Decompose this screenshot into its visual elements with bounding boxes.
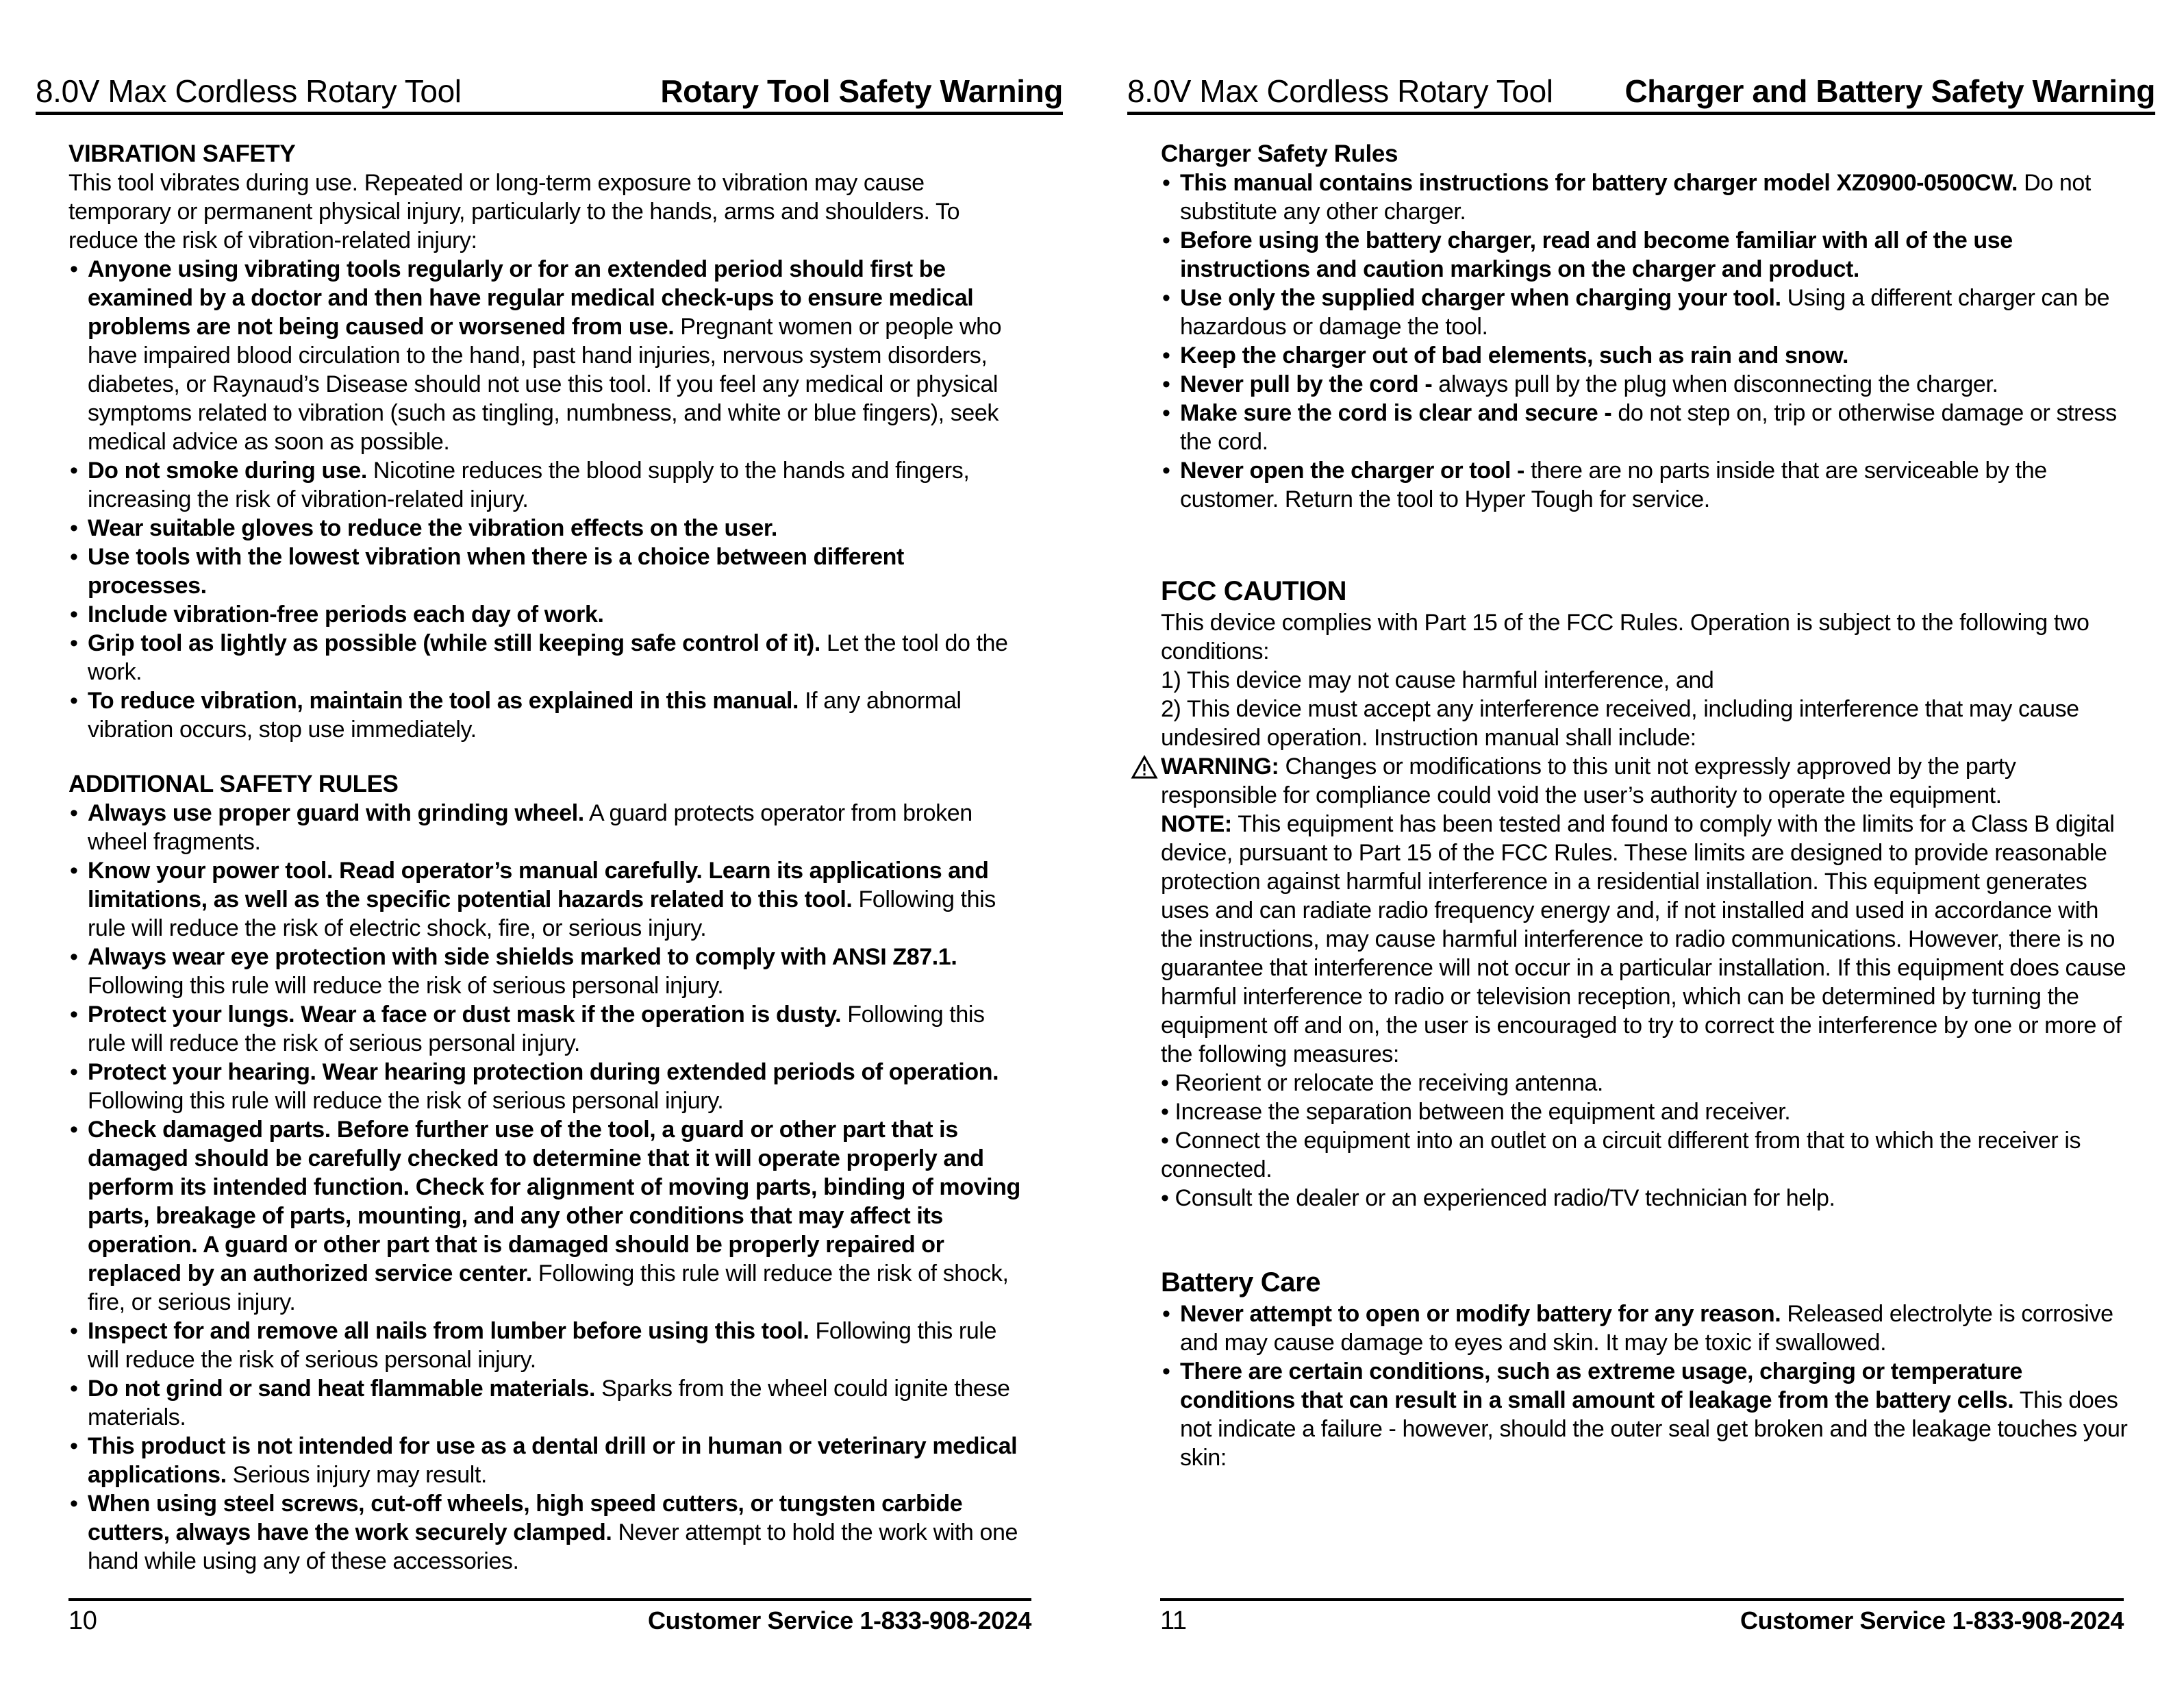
safety-bullet-item — [68, 543, 1024, 600]
bullet-marker-icon: • — [1162, 227, 1170, 253]
section-fcc-caution — [1161, 574, 2128, 1213]
section-heading: VIBRATION SAFETY — [68, 140, 296, 167]
product-name: 8.0V Max Cordless Rotary Tool — [1127, 73, 1553, 109]
bullet-marker-icon: • — [1162, 285, 1170, 311]
safety-bullet-item — [1161, 341, 2128, 370]
bullet-marker-icon: • — [70, 458, 78, 484]
header-rule — [36, 112, 1063, 115]
bullet-marker-icon: • — [70, 1433, 78, 1459]
bullet-marker-icon: • — [1162, 343, 1170, 369]
bullet-marker-icon: • — [70, 1117, 78, 1143]
safety-bullet-item — [68, 600, 1024, 629]
safety-bullet-item: • Do not smoke during use. Nicotine reduces the blood supply to the hands and fingers, increasing the risk of vibration-related injury. — [70, 458, 970, 512]
header-rule — [1127, 112, 2155, 115]
safety-bullet-item: • Always use proper guard with grinding wheel. A guard protects operator from broken wheel fragments. — [70, 800, 972, 855]
bullet-marker-icon: • — [70, 688, 78, 714]
safety-bullet-item: • Never open the charger or tool - there are no parts inside that are serviceable by the customer. Return the tool to Hyper Tough for service. — [1162, 458, 2047, 512]
bullet-bold-text: Do not grind or sand heat flammable materials. — [88, 1376, 596, 1402]
safety-bullet-item: • Protect your lungs. Wear a face or dust mask if the operation is dusty. Following this rule will reduce the risk of serious personal injury. — [70, 1002, 985, 1056]
page-body — [1161, 140, 2128, 1472]
bullet-marker-icon: • — [70, 800, 78, 826]
bullet-bold-text: Know your power tool. Read operator’s manual carefully. Learn its applications and limitations, as well as the specific potential hazards related to this tool. — [88, 858, 989, 912]
customer-service-line: Customer Service 1-833-908-2024 — [648, 1606, 1031, 1635]
bullet-marker-icon: • — [70, 1318, 78, 1344]
bullet-marker-icon: • — [70, 630, 78, 656]
bullet-bold-text: Always use proper guard with grinding wheel. — [88, 800, 584, 826]
bullet-bold-text: Use tools with the lowest vibration when there is a choice between different processes. — [88, 544, 904, 599]
bullet-marker-icon: • — [1162, 371, 1170, 397]
safety-bullet-item: • There are certain conditions, such as extreme usage, charging or temperature conditions that can result in a small amount of leakage from the battery cells. This does not indicate a failure - however, should the outer seal get broken and the leakage touches your skin: — [1162, 1358, 2128, 1471]
bullet-marker-icon: • — [70, 544, 78, 570]
bullet-marker-icon: • — [70, 1059, 78, 1085]
bullet-bold-text: There are certain conditions, such as extreme usage, charging or temperature conditions that can result in a small amount of leakage from the battery cells. — [1180, 1358, 2022, 1413]
footer-rule — [1160, 1598, 2124, 1601]
bullet-bold-text: Never open the charger or tool - — [1180, 458, 1524, 484]
bullet-bold-text: This product is not intended for use as a dental drill or in human or veterinary medical applications. — [88, 1433, 1018, 1488]
bullet-bold-text: Keep the charger out of bad elements, such as rain and snow. — [1180, 343, 1849, 369]
bullet-marker-icon: • — [1162, 400, 1170, 426]
bullet-bold-text: When using steel screws, cut-off wheels, high speed cutters, or tungsten carbide cutters, always have the work securely clamped. — [88, 1491, 963, 1545]
bullet-bold-text: Anyone using vibrating tools regularly or for an extended period should first be examined by a doctor and then have regular medical check-ups to ensure medical problems are not being caused or worsened from use. — [88, 256, 974, 340]
bullet-bold-text: Include vibration-free periods each day of work. — [88, 601, 604, 627]
vibration-bullet-list — [68, 255, 1024, 744]
warning-paragraph: WARNING: Changes or modifications to this unit not expressly approved by the party responsible for compliance could void the user’s authority to operate the equipment. — [1161, 752, 2128, 810]
section-additional-safety-rules — [68, 770, 1024, 1576]
safety-bullet-item: • Always wear eye protection with side shields marked to comply with ANSI Z87.1. Following this rule will reduce the risk of serious personal injury. — [70, 944, 957, 999]
page-title: Rotary Tool Safety Warning — [660, 73, 1063, 109]
bullet-bold-text: Protect your hearing. Wear hearing protection during extended periods of operation. — [88, 1059, 999, 1085]
safety-bullet-item: • Know your power tool. Read operator’s manual carefully. Learn its applications and limitations, as well as the specific potential hazards related to this tool. Following this rule will reduce the risk of electric shock, fire, or serious injury. — [70, 858, 996, 941]
fcc-paragraphs — [1161, 608, 2128, 1213]
safety-bullet-item: • This product is not intended for use as a dental drill or in human or veterinary medical applications. Serious injury may result. — [70, 1433, 1018, 1488]
page-number: 11 — [1160, 1606, 1187, 1635]
page-number: 10 — [68, 1606, 97, 1635]
safety-bullet-item: • Never pull by the cord - always pull by the plug when disconnecting the charger. — [1162, 371, 1998, 397]
battery-bullet-list — [1161, 1300, 2128, 1472]
safety-bullet-item — [68, 514, 1024, 543]
bullet-bold-text: This manual contains instructions for battery charger model XZ0900-0500CW. — [1180, 170, 2018, 196]
charger-bullet-list — [1161, 169, 2128, 514]
bullet-marker-icon: • — [1162, 170, 1170, 196]
bullet-marker-icon: • — [70, 858, 78, 884]
section-heading: ADDITIONAL SAFETY RULES — [68, 771, 399, 797]
section-charger-safety-rules — [1161, 140, 2128, 514]
bullet-marker-icon: • — [70, 601, 78, 627]
fcc-measure-bullet: • Reorient or relocate the receiving antenna. — [1161, 1070, 1603, 1096]
safety-bullet-item: • Do not grind or sand heat flammable materials. Sparks from the wheel could ignite these materials. — [70, 1376, 1010, 1430]
safety-bullet-item: • To reduce vibration, maintain the tool as explained in this manual. If any abnormal vibration occurs, stop use immediately. — [70, 688, 962, 743]
safety-bullet-item: • Never attempt to open or modify battery for any reason. Released electrolyte is corrosive and may cause damage to eyes and skin. It may be toxic if swallowed. — [1162, 1301, 2113, 1356]
bullet-marker-icon: • — [1162, 1358, 1170, 1384]
safety-bullet-item: • When using steel screws, cut-off wheels, high speed cutters, or tungsten carbide cutters, always have the work securely clamped. Never attempt to hold the work with one hand while using any of these accessories. — [70, 1491, 1018, 1574]
page-11 — [1092, 0, 2184, 1690]
fcc-paragraph: This device complies with Part 15 of the FCC Rules. Operation is subject to the following two conditions: — [1161, 610, 2089, 664]
bullet-bold-text: Never attempt to open or modify battery for any reason. — [1180, 1301, 1781, 1327]
customer-service-line: Customer Service 1-833-908-2024 — [1740, 1606, 2124, 1635]
bullet-bold-text: Grip tool as lightly as possible (while still keeping safe control of it). — [88, 630, 820, 656]
fcc-measure-bullet: • Increase the separation between the equipment and receiver. — [1161, 1099, 1791, 1125]
bullet-bold-text: Protect your lungs. Wear a face or dust mask if the operation is dusty. — [88, 1002, 842, 1028]
section-heading: Battery Care — [1161, 1267, 1321, 1297]
bullet-marker-icon: • — [70, 1376, 78, 1402]
page-title: Charger and Battery Safety Warning — [1624, 73, 2155, 109]
bullet-marker-icon: • — [70, 944, 78, 970]
paragraph-bold-label: NOTE: — [1161, 811, 1232, 837]
safety-bullet-item: • Grip tool as lightly as possible (while still keeping safe control of it). Let the tool do the work. — [70, 630, 1008, 685]
safety-bullet-item: • Inspect for and remove all nails from lumber before using this tool. Following this rule will reduce the risk of serious personal injury. — [70, 1318, 997, 1373]
fcc-measure-bullet: • Consult the dealer or an experienced radio/TV technician for help. — [1161, 1185, 1835, 1211]
bullet-bold-text: Make sure the cord is clear and secure - — [1180, 400, 1612, 426]
section-vibration-safety — [68, 140, 1024, 744]
additional-bullet-list — [68, 799, 1024, 1576]
section-heading: FCC CAUTION — [1161, 576, 1347, 606]
fcc-paragraph: 2) This device must accept any interference received, including interference that may cause undesired operation. Instruction manual shall include: — [1161, 696, 2079, 751]
bullet-marker-icon: • — [70, 515, 78, 541]
safety-bullet-item: • Make sure the cord is clear and secure - do not step on, trip or otherwise damage or stress the cord. — [1162, 400, 2117, 455]
safety-bullet-item: • Anyone using vibrating tools regularly or for an extended period should first be examined by a doctor and then have regular medical check-ups to ensure medical problems are not being caused or worsened from use. Pregnant women or people who have impaired blood circulation to the hand, past hand injuries, nervous system disorders, diabetes, or Raynaud’s Disease should not use this tool. If you feel any medical or physical symptoms related to vibration (such as tingling, numbness, and white or blue fingers), seek medical advice as soon as possible. — [70, 256, 1002, 455]
footer-rule — [68, 1598, 1031, 1601]
bullet-marker-icon: • — [70, 256, 78, 282]
bullet-bold-text: Never pull by the cord - — [1180, 371, 1433, 397]
bullet-marker-icon: • — [70, 1002, 78, 1028]
fcc-paragraph: 1) This device may not cause harmful interference, and — [1161, 667, 1714, 693]
page-footer — [68, 1606, 1031, 1647]
bullet-bold-text: Wear suitable gloves to reduce the vibration effects on the user. — [88, 515, 777, 541]
page-footer — [1160, 1606, 2124, 1647]
safety-bullet-item — [1161, 226, 2128, 284]
safety-bullet-item: • This manual contains instructions for battery charger model XZ0900-0500CW. Do not substitute any other charger. — [1162, 170, 2091, 225]
bullet-bold-text: Inspect for and remove all nails from lumber before using this tool. — [88, 1318, 809, 1344]
note-paragraph: NOTE: This equipment has been tested and found to comply with the limits for a Class B digital device, pursuant to Part 15 of the FCC Rules. These limits are designed to provide reasonable protection against harmful interference in a residential installation. This equipment generates uses and can radiate radio frequency energy and, if not installed and used in accordance with the instructions, may cause harmful interference to radio communications. However, there is no guarantee that interference will not occur in a particular installation. If this equipment does cause harmful interference to radio or television reception, which can be determined by turning the equipment off and on, the user is encouraged to try to correct the interference by one or more of the following measures: — [1161, 811, 2126, 1067]
bullet-bold-text: Always wear eye protection with side shields marked to comply with ANSI Z87.1. — [88, 944, 957, 970]
bullet-marker-icon: • — [1162, 1301, 1170, 1327]
page-body — [68, 140, 1024, 1576]
bullet-bold-text: Do not smoke during use. — [88, 458, 367, 484]
bullet-bold-text: Check damaged parts. Before further use of the tool, a guard or other part that is damaged should be carefully checked to determine that it will operate properly and perform its intended function. Check for alignment of moving parts, binding of moving parts, breakage of parts, mounting, and any other conditions that may affect its operation. A guard or other part that is damaged should be properly repaired or replaced by an authorized service center. — [88, 1117, 1020, 1287]
bullet-bold-text: Before using the battery charger, read and become familiar with all of the use instructions and caution markings on the charger and product. — [1180, 227, 2013, 282]
safety-bullet-item: • Protect your hearing. Wear hearing protection during extended periods of operation. Following this rule will reduce the risk of serious personal injury. — [70, 1059, 999, 1114]
section-battery-care — [1161, 1265, 2128, 1472]
bullet-marker-icon: • — [70, 1491, 78, 1517]
bullet-bold-text: Use only the supplied charger when charging your tool. — [1180, 285, 1781, 311]
paragraph-bold-label: WARNING: — [1161, 754, 1279, 780]
bullet-bold-text: To reduce vibration, maintain the tool as explained in this manual. — [88, 688, 799, 714]
safety-bullet-item: • Check damaged parts. Before further use of the tool, a guard or other part that is damaged should be carefully checked to determine that it will operate properly and perform its intended function. Check for alignment of moving parts, binding of moving parts, breakage of parts, mounting, and any other conditions that may affect its operation. A guard or other part that is damaged should be properly repaired or replaced by an authorized service center. Following this rule will reduce the risk of shock, fire, or serious injury. — [70, 1117, 1020, 1315]
fcc-measure-bullet: • Connect the equipment into an outlet on a circuit different from that to which the receiver is connected. — [1161, 1128, 2081, 1182]
bullet-marker-icon: • — [1162, 458, 1170, 484]
product-name: 8.0V Max Cordless Rotary Tool — [36, 73, 462, 109]
safety-bullet-item: • Use only the supplied charger when charging your tool. Using a different charger can be hazardous or damage the tool. — [1162, 285, 2110, 340]
section-heading: Charger Safety Rules — [1161, 140, 1398, 167]
section-intro: This tool vibrates during use. Repeated or long-term exposure to vibration may cause temporary or permanent physical injury, particularly to the hands, arms and shoulders. To reduce the risk of vibration-related injury: — [68, 170, 960, 253]
warning-triangle-icon — [1131, 755, 1158, 780]
